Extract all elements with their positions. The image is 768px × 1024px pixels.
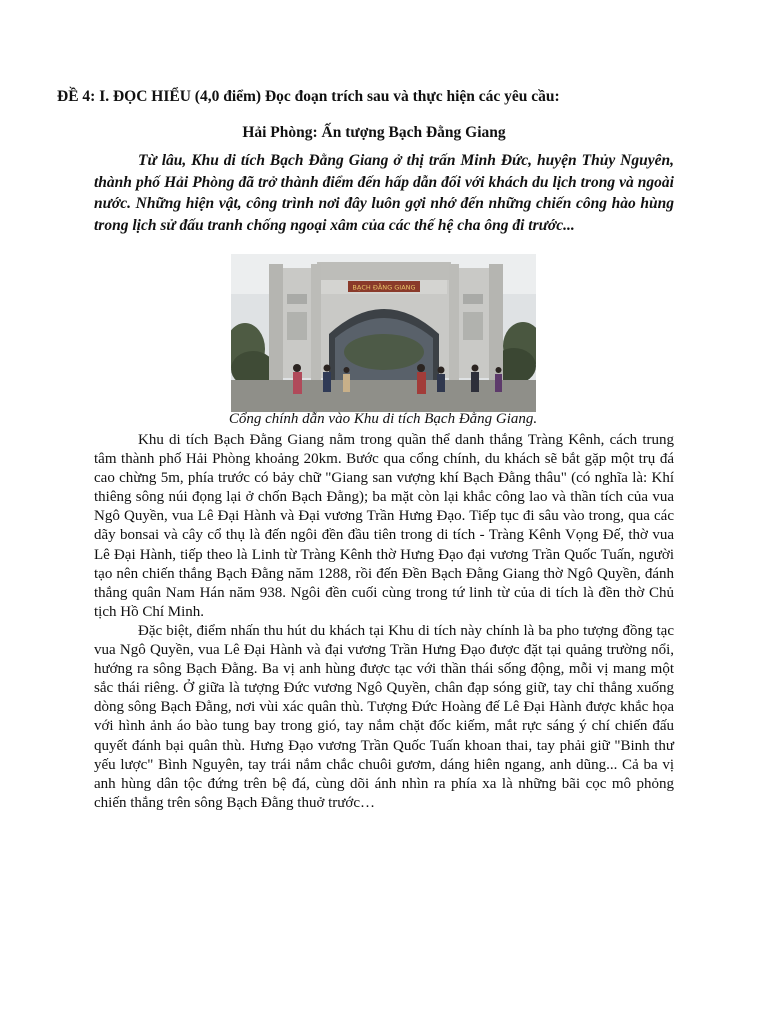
body-paragraph-2: Đặc biệt, điểm nhấn thu hút du khách tại Khu di tích này chính là ba pho tượng đồng tạc vua Ngô Quyền, vua Lê Đại Hành và đại vương Trần Hưng Đạo được đặt tại quảng trường nổi, hướng ra sông Bạch Đằng. Ba vị anh hùng được tạc với thần thái sống động, mỗi vị mang một sắc thái riêng. Ở giữa là tượng Đức vương Ngô Quyền, chân đạp sóng giữ, tay chỉ thẳng xuống dòng sông Bạch Đằng, nơi vùi xác quân thù. Tượng Đức Hoàng đế Lê Đại Hành được khắc họa với hình ảnh áo bào tung bay trong gió, tay nắm chặt đốc kiếm, mắt rực sáng ý chí chiến đấu quyết đánh bại quân thù. Hưng Đạo vương Trần Quốc Tuấn khoan thai, tay phải giữ "Binh thư yếu lược" Bình Nguyên, tay trái nắm chắc chuôi gươm, dáng hiên ngang, anh dũng... Cả ba vị anh hùng dân tộc đứng trên bệ đá, cùng dõi ánh nhìn ra phía xa là những bãi cọc mô phỏng chiến thắng trên sông Bạch Đằng thuở trước… — [94, 622, 674, 811]
gate-photo — [231, 254, 536, 412]
exam-heading: ĐỀ 4: I. ĐỌC HIỂU (4,0 điểm) Đọc đoạn trích sau và thực hiện các yêu cầu: — [57, 88, 560, 105]
article-title: Hải Phòng: Ấn tượng Bạch Đằng Giang — [242, 124, 506, 141]
article-body — [94, 431, 674, 813]
photo-caption: Cổng chính dẫn vào Khu di tích Bạch Đằng Giang. — [228, 411, 538, 427]
article-lead: Từ lâu, Khu di tích Bạch Đằng Giang ở thị trấn Minh Đức, huyện Thủy Nguyên, thành phố Hải Phòng đã trở thành điểm đến hấp dẫn đối với khách du lịch trong và ngoài nước. Những hiện vật, công trình nơi đây luôn gợi nhớ đến những chiến công hào hùng trong lịch sử đấu tranh chống ngoại xâm của các thế hệ cha ông đi trước... — [94, 152, 674, 234]
gate-sign-text: BẠCH ĐẰNG GIANG — [352, 283, 416, 292]
body-paragraph-1: Khu di tích Bạch Đằng Giang nằm trong quần thể danh thắng Tràng Kênh, cách trung tâm thành phố Hải Phòng khoảng 20km. Bước qua cổng chính, du khách sẽ bắt gặp một trụ đá cao chừng 5m, phía trước có bảy chữ "Giang san vượng khí Bạch Đằng thâu" (có nghĩa là: Khí thiêng sông núi đọng lại ở chốn Bạch Đằng); ba mặt còn lại khắc công lao và thần tích của vua Ngô Quyền, vua Lê Đại Hành và Đại vương Trần Hưng Đạo. Tiếp tục đi sâu vào trong, qua các dãy bonsai và cây cổ thụ là đến ngôi đền đầu tiên trong di tích - Tràng Kênh Vọng Đế, thờ vua Lê Đại Hành, tiếp theo là Linh từ Tràng Kênh thờ Hưng Đạo đại vương Trần Quốc Tuấn, người tạo nên chiến thắng Bạch Đằng năm 1288, rồi đến Đền Bạch Đằng Giang thờ Ngô Quyền, đánh thắng quân Nam Hán năm 938. Ngôi đền cuối cùng trong tứ linh từ của di tích là đền thờ Chủ tịch Hồ Chí Minh. — [94, 432, 674, 620]
